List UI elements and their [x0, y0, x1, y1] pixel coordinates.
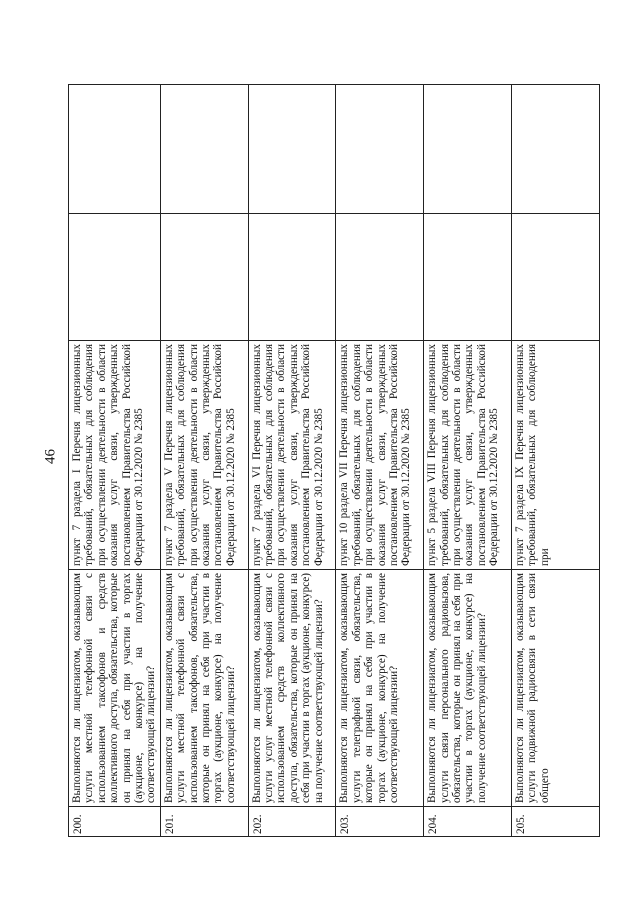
row-number: 202.	[248, 807, 336, 837]
table-row	[160, 85, 248, 837]
question-cell: Выполняются ли лицензиатом, оказывающим услуги подвижной радиосвязи в сети связи общего	[512, 570, 600, 807]
reference-cell: пункт 5 раздела VIII Перечня лицензионных требований, обязательных для соблюдения при осуществлении деятельности в области оказания услуг связи, утвержденных постановлением Правительства Российской Федерации от 30.12.2020 № 2385	[424, 341, 512, 570]
empty-cell	[512, 85, 600, 214]
empty-cell	[248, 214, 336, 341]
empty-cell	[336, 85, 424, 214]
empty-cell	[160, 85, 248, 214]
table-row	[69, 85, 161, 837]
table-row	[512, 85, 600, 837]
empty-cell	[248, 85, 336, 214]
table-row	[248, 85, 336, 837]
question-cell: Выполняются ли лицензиатом, оказывающим услуги связи персонального радиовызова, обязательства, которые он принял на себя при участии в торгах (аукционе, конкурсе) на получение соответствующей лицензии?	[424, 570, 512, 807]
reference-cell: пункт 7 раздела VI Перечня лицензионных требований, обязательных для соблюдения при осуществлении деятельности в области оказания услуг связи, утвержденных постановлением Правительства Российской Федерации от 30.12.2020 № 2385	[248, 341, 336, 570]
question-cell: Выполняются ли лицензиатом, оказывающим услуги услуг местной телефонной связи с использованием средств коллективного доступа, обязательства, которые он принял на себя при участии в торгах (аукционе, конкурсе) на получение соответствующей лицензии?	[248, 570, 336, 807]
reference-cell: пункт 10 раздела VII Перечня лицензионных требований, обязательных для соблюдения при осуществлении деятельности в области оказания услуг связи, утвержденных постановлением Правительства Российской Федерации от 30.12.2020 № 2385	[336, 341, 424, 570]
table-row	[424, 85, 512, 837]
reference-cell: пункт 7 раздела V Перечня лицензионных требований, обязательных для соблюдения при осуществлении деятельности в области оказания услуг связи, утвержденных постановлением Правительства Российской Федерации от 30.12.2020 № 2385	[160, 341, 248, 570]
page-number: 46	[42, 449, 59, 464]
question-cell: Выполняются ли лицензиатом, оказывающим услуги местной телефонной связи с использованием таксофонов, обязательства, которые он принял на себя при участии в торгах (аукционе, конкурсе) на получение соответствующей лицензии?	[160, 570, 248, 807]
row-number: 205.	[512, 807, 600, 837]
empty-cell	[69, 85, 161, 214]
reference-cell: пункт 7 раздела I Перечня лицензионных требований, обязательных для соблюдения при осуществлении деятельности в области оказания услуг связи, утвержденных постановлением Правительства Российской Федерации от 30.12.2020 № 2385	[69, 341, 161, 570]
empty-cell	[160, 214, 248, 341]
row-number: 204.	[424, 807, 512, 837]
row-number: 200.	[69, 807, 161, 837]
empty-cell	[512, 214, 600, 341]
table-row	[336, 85, 424, 837]
empty-cell	[336, 214, 424, 341]
empty-cell	[424, 214, 512, 341]
requirements-table	[68, 85, 595, 837]
question-cell: Выполняются ли лицензиатом, оказывающим услуги местной телефонной связи с использованием таксофонов и средств коллективного доступа, обязательства, которые он принял на себя при участии в торгах (аукционе, конкурсе) на получение соответствующей лицензии?	[69, 570, 161, 807]
empty-cell	[69, 214, 161, 341]
row-number: 203.	[336, 807, 424, 837]
question-cell: Выполняются ли лицензиатом, оказывающим услуги телеграфной связи, обязательства, которые он принял на себя при участии в торгах (аукционе, конкурсе) на получение соответствующей лицензии?	[336, 570, 424, 807]
empty-cell	[424, 85, 512, 214]
reference-cell: пункт 7 раздела IX Перечня лицензионных требований, обязательных для соблюдения при	[512, 341, 600, 570]
row-number: 201.	[160, 807, 248, 837]
